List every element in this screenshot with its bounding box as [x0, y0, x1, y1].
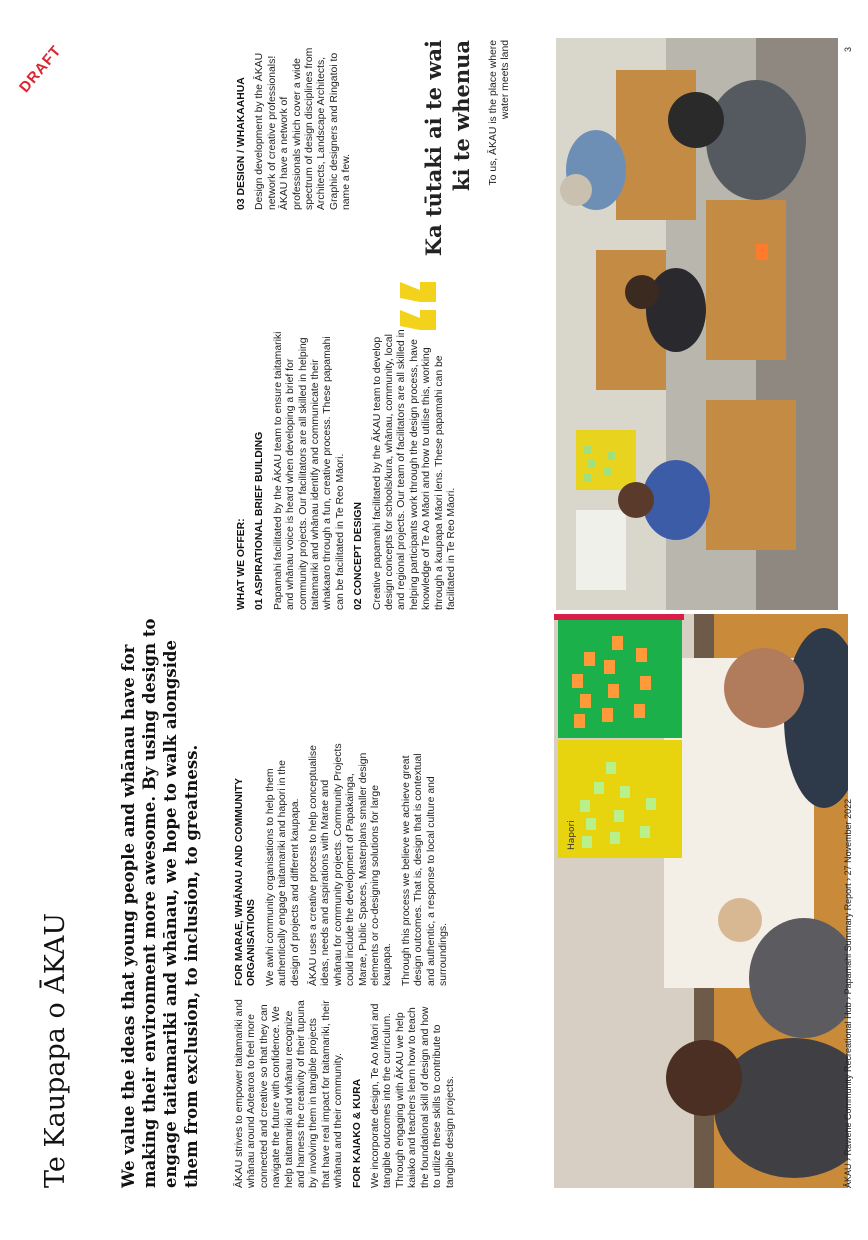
lead-paragraph: We value the ideas that young people and whānau have for making their environment more awesome. By using design to engage taitamariki and whānau, we hope to walk alongside them from exclusion, to inclusion, to greatness. [119, 618, 201, 1188]
page-title: Te Kaupapa o ĀKAU [40, 912, 71, 1188]
workshop-room-illustration [556, 38, 838, 610]
draft-label: DRAFT [16, 42, 65, 96]
workshop-photo-room [556, 38, 838, 610]
marae-column [234, 742, 457, 986]
board-label-hapori: Hapori [567, 820, 577, 850]
marae-text-3: Through this process we believe we achieve great design outcomes. That is, design that is contextual and authentic, a response to local culture and surroundings. [400, 753, 450, 986]
quote-line-2: ki te whenua [449, 40, 474, 192]
intro-text: ĀKAU strives to empower taitamariki and whānau around Aotearoa to feel more connected and creative so that they can navigate the future with confidence. We help taitamariki and whānau recognize and harness the creativity of their tupuna by involving them in tangible projects that have real impact for taitamariki, their whānau and their community. [234, 999, 345, 1188]
offer-column [236, 318, 465, 610]
quote-mark-icon [398, 272, 438, 332]
footer-breadcrumb: ĀKAU › Rawene Community Recreational Hub › Papamahi Summary Report › 27 November 2022 [843, 798, 853, 1188]
marae-heading: FOR MARAE, WHĀNAU AND COMMUNITY ORGANISATIONS [234, 778, 258, 986]
offer-03-text-2: ĀKAU have a network of professionals which cover a wide spectrum of design disciplines from Architects, Landscape Architects, Graphic designers and Ringatoi to name a few. [279, 47, 353, 210]
kaiako-heading: FOR KAIAKO & KURA [351, 1078, 363, 1188]
marae-text-1: We awhi community organisations to help them authentically engage taitamariki and hapori in the design of projects and different kaupapa. [264, 760, 301, 986]
quote-text [420, 40, 476, 260]
workshop-photo-illustration [554, 614, 848, 1188]
intro-column [234, 998, 463, 1188]
offer-03-text: Design development by the ĀKAU network of creative professionals! [254, 52, 278, 210]
offer-heading: WHAT WE OFFER: [236, 518, 247, 610]
offer-03-heading: 03 DESIGN / WHAKAAHUA [236, 77, 247, 210]
offer-01-text: Papamahi facilitated by the ĀKAU team to ensure taitamariki and whānau voice is heard when developing a brief for community projects. Our facilitators are all skilled in helping taitamariki and whānau identify and communicate their whakaaro through a fun, creative process. These papamahi can be facilitated in Te Reo Māori. [272, 331, 346, 610]
quote-subtext: To us, ĀKAU is the place where water meets land [488, 40, 512, 186]
quote-line-1: Ka tūtaki ai te wai [421, 40, 446, 257]
offer-01-heading: 01 ASPIRATIONAL BRIEF BUILDING [254, 431, 266, 610]
workshop-photo-boards [554, 614, 848, 1188]
kaiako-text: We incorporate design, Te Ao Māori and tangible outcomes into the curriculum. Through engaging with ĀKAU we help kaiako and teachers learn how to teach the foundational skill of design and how to utilize these skills to contribute to tangible design projects. [370, 1003, 456, 1188]
page-number: 3 [843, 46, 853, 52]
offer-02-heading: 02 CONCEPT DESIGN [353, 502, 365, 610]
design-column [236, 38, 360, 210]
marae-text-2: ĀKAU uses a creative process to help conceptualise ideas, needs and aspirations with Marae and whānau for community projects. Community Projects could include the development of Papakainga, Marae, Public Spaces, Masterplans smaller design elements or co-designing solutions for large kaupapa. [308, 743, 394, 986]
offer-02-text: Creative papamahi facilitated by the ĀKAU team to develop design concepts for schools/kura, whānau, community, local and regional projects. Our team of facilitators are all skilled in helping participants work through the design process, have knowledge of Te Ao Māori and how to utilise this, working through a kaupapa Māori lens. These papamahi can be facilitated in Te Reo Māori. [371, 329, 458, 610]
